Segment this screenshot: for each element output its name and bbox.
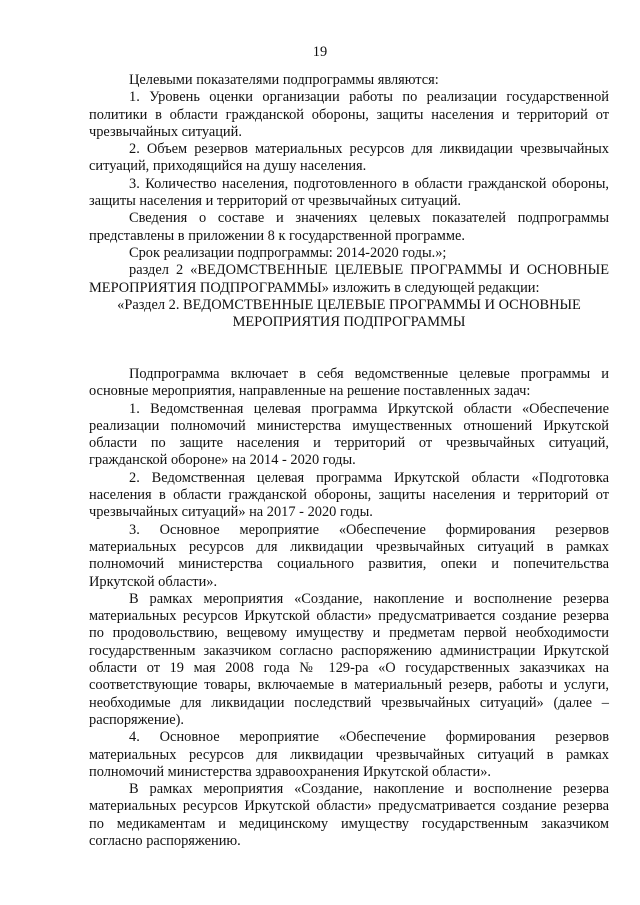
paragraph: 3. Основное мероприятие «Обеспечение формирования резервов материальных ресурсов для ликвидации чрезвычайных ситуаций в рамках полномочий министерства социального развития, опеки и попечительства Иркутской области». [89, 521, 609, 590]
indicators-section [89, 72, 609, 331]
paragraph: 4. Основное мероприятие «Обеспечение формирования резервов материальных ресурсов для ликвидации чрезвычайных ситуаций в рамках полномочий министерства здравоохранения Иркутской области». [89, 729, 609, 780]
paragraph: 1. Уровень оценки организации работы по реализации государственной политики в области гражданской обороны, защиты населения и территорий от чрезвычайных ситуаций. [89, 89, 609, 140]
paragraph: Срок реализации подпрограммы: 2014-2020 годы.»; [129, 244, 447, 261]
paragraph: 2. Ведомственная целевая программа Иркутской области «Подготовка населения в области гражданской обороны, защиты населения и территорий от чрезвычайных ситуаций» на 2017 - 2020 годы. [89, 469, 609, 521]
paragraph: Подпрограмма включает в себя ведомственные целевые программы и основные мероприятия, направленные на решение поставленных задач: [89, 366, 609, 400]
paragraph: 3. Количество населения, подготовленного в области гражданской обороны, защиты населения и территорий от чрезвычайных ситуаций. [89, 175, 609, 210]
section-heading: «Раздел 2. ВЕДОМСТВЕННЫЕ ЦЕЛЕВЫЕ ПРОГРАММЫ И ОСНОВНЫЕ МЕРОПРИЯТИЯ ПОДПРОГРАММЫ [117, 296, 581, 331]
paragraph: 1. Ведомственная целевая программа Иркутской области «Обеспечение реализации полномочий министерства имущественных отношений Иркутской области по защите населения и территорий от чрезвычайных ситуаций, гражданской обороне» на 2014 - 2020 годы. [89, 400, 609, 469]
paragraph: В рамках мероприятия «Создание, накопление и восполнение резерва материальных ресурсов Иркутской области» предусматривается создание резерва по медикаментам и медицинскому имуществу государственным заказчиком согласно распоряжению. [89, 781, 609, 850]
paragraph: Сведения о составе и значениях целевых показателей подпрограммы представлены в приложении 8 к государственной программе. [89, 210, 609, 244]
paragraph: раздел 2 «ВЕДОМСТВЕННЫЕ ЦЕЛЕВЫЕ ПРОГРАММЫ И ОСНОВНЫЕ МЕРОПРИЯТИЯ ПОДПРОГРАММЫ» изложить в следующей редакции: [89, 262, 609, 296]
programs-section [89, 366, 609, 850]
paragraph: Целевыми показателями подпрограммы являются: [129, 72, 439, 88]
paragraph: В рамках мероприятия «Создание, накопление и восполнение резерва материальных ресурсов Иркутской области» предусматривается создание резерва по продовольствию, вещевому имуществу и предметам первой необходимости государственным заказчиком согласно распоряжению администрации Иркутской области от 19 мая 2008 года № 129-ра «О государственных заказчиках на соответствующие товары, включаемые в материальный резерв, работы и услуги, необходимые для ликвидации последствий чрезвычайных ситуаций» (далее – распоряжение). [89, 590, 609, 728]
paragraph: 2. Объем резервов материальных ресурсов для ликвидации чрезвычайных ситуаций, приходящийся на душу населения. [89, 141, 609, 175]
page-number: 19 [312, 44, 328, 60]
